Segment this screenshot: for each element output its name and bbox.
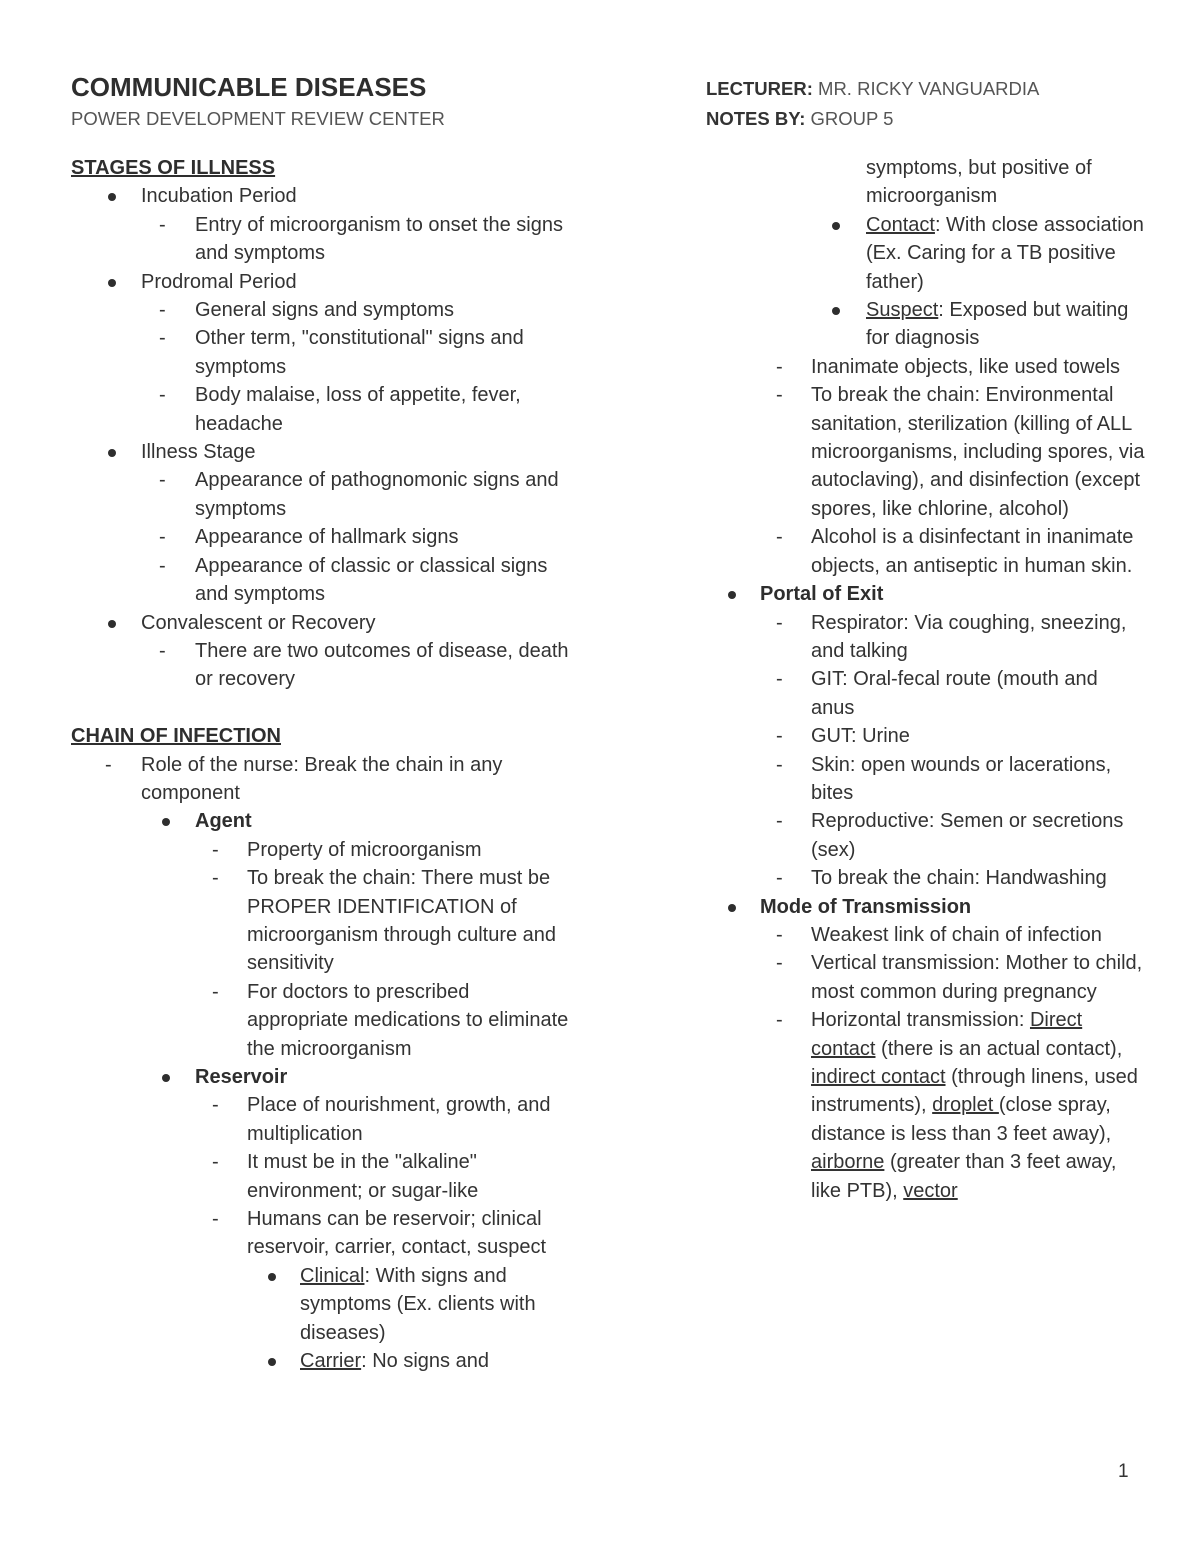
list-item: - Appearance of classic or classical signs and symptoms — [71, 552, 571, 609]
notes-by-value: GROUP 5 — [810, 108, 894, 129]
dash-icon: - — [159, 384, 166, 407]
bullet-icon — [832, 222, 840, 230]
list-item-agent: Agent — [71, 807, 571, 835]
list-item: - Inanimate objects, like used towels — [706, 353, 1146, 381]
list-item: - To break the chain: Handwashing — [706, 864, 1146, 892]
list-item: - GIT: Oral-fecal route (mouth and anus — [706, 665, 1146, 722]
lecturer-label: LECTURER: — [706, 78, 813, 99]
dash-icon: - — [159, 327, 166, 350]
dash-icon: - — [212, 1094, 219, 1117]
bullet-icon — [728, 904, 736, 912]
list-item-contact: Contact: With close association (Ex. Caring for a TB positive father) — [706, 211, 1146, 296]
dash-icon: - — [776, 611, 783, 634]
list-item: - Other term, "constitutional" signs and symptoms — [71, 324, 571, 381]
carrier-desc-part-2: symptoms, but positive of microorganism — [866, 157, 1092, 208]
list-item: Incubation Period — [71, 182, 571, 210]
left-column — [71, 154, 571, 1375]
organization-name: POWER DEVELOPMENT REVIEW CENTER — [71, 108, 445, 129]
dash-icon: - — [776, 668, 783, 691]
list-item: - To break the chain: There must be PROPER IDENTIFICATION of microorganism through culture and sensitivity — [71, 864, 571, 978]
list-item: - General signs and symptoms — [71, 296, 571, 324]
dash-icon: - — [776, 1009, 783, 1032]
list-item: - Appearance of hallmark signs — [71, 523, 571, 551]
section-heading-chain: CHAIN OF INFECTION — [71, 725, 281, 748]
dash-icon: - — [776, 526, 783, 549]
bullet-icon — [108, 620, 116, 628]
list-item: Convalescent or Recovery — [71, 609, 571, 637]
list-item: Illness Stage — [71, 438, 571, 466]
list-item: - Humans can be reservoir; clinical reservoir, carrier, contact, suspect — [71, 1205, 571, 1262]
list-item-continuation — [706, 154, 1146, 211]
page-number: 1 — [1118, 1461, 1129, 1482]
dash-icon: - — [776, 810, 783, 833]
dash-icon: - — [159, 469, 166, 492]
list-item-portal-of-exit: Portal of Exit — [706, 580, 1146, 608]
dash-icon: - — [212, 980, 219, 1003]
list-item: - Place of nourishment, growth, and multiplication — [71, 1091, 571, 1148]
list-item-carrier: Carrier: No signs and — [71, 1347, 571, 1375]
bullet-icon — [162, 1074, 170, 1082]
list-item: - Body malaise, loss of appetite, fever, headache — [71, 381, 571, 438]
dash-icon: - — [776, 384, 783, 407]
list-item: - Reproductive: Semen or secretions (sex) — [706, 807, 1146, 864]
list-item: - Alcohol is a disinfectant in inanimate objects, an antiseptic in human skin. — [706, 523, 1146, 580]
dash-icon: - — [776, 753, 783, 776]
document-title: COMMUNICABLE DISEASES — [71, 72, 427, 102]
dash-icon: - — [776, 355, 783, 378]
carrier-desc-part-1: : No signs and — [361, 1350, 489, 1373]
dash-icon: - — [776, 923, 783, 946]
dash-icon: - — [159, 639, 166, 662]
notes-by-label: NOTES BY: — [706, 108, 806, 129]
list-item-horizontal-transmission: - Horizontal transmission: Direct contact (there is an actual contact), indirect contact (through linens, used instruments), droplet (close spray, distance is less than 3 feet away), airborne (greater than 3 feet away, like PTB), vector — [706, 1006, 1146, 1205]
list-item: - Skin: open wounds or lacerations, bites — [706, 751, 1146, 808]
list-item-reservoir: Reservoir — [71, 1063, 571, 1091]
list-item: - There are two outcomes of disease, death or recovery — [71, 637, 571, 694]
list-item: - Role of the nurse: Break the chain in any component — [71, 751, 571, 808]
dash-icon: - — [105, 753, 112, 776]
list-item: - Weakest link of chain of infection — [706, 921, 1146, 949]
lecturer-name: MR. RICKY VANGUARDIA — [818, 78, 1040, 99]
list-item: - Vertical transmission: Mother to child, most common during pregnancy — [706, 949, 1146, 1006]
list-item-clinical: Clinical: With signs and symptoms (Ex. clients with diseases) — [71, 1262, 571, 1347]
list-item-suspect: Suspect: Exposed but waiting for diagnosis — [706, 296, 1146, 353]
right-column — [706, 154, 1146, 1205]
bullet-icon — [268, 1358, 276, 1366]
dash-icon: - — [159, 213, 166, 236]
dash-icon: - — [212, 1151, 219, 1174]
list-item: - Entry of microorganism to onset the signs and symptoms — [71, 211, 571, 268]
notes-by-line — [706, 108, 893, 130]
bullet-icon — [268, 1273, 276, 1281]
dash-icon: - — [776, 867, 783, 890]
bullet-icon — [108, 279, 116, 287]
dash-icon: - — [159, 554, 166, 577]
list-item-mode-of-transmission: Mode of Transmission — [706, 893, 1146, 921]
list-item: - It must be in the "alkaline" environment; or sugar-like — [71, 1148, 571, 1205]
dash-icon: - — [776, 725, 783, 748]
bullet-icon — [108, 193, 116, 201]
dash-icon: - — [159, 526, 166, 549]
lecturer-line — [706, 78, 1039, 100]
bullet-icon — [162, 818, 170, 826]
list-item: - To break the chain: Environmental sanitation, sterilization (killing of ALL microorganisms, including spores, via autoclaving), and disinfection (except spores, like chlorine, alcohol) — [706, 381, 1146, 523]
list-item: - Property of microorganism — [71, 836, 571, 864]
dash-icon: - — [212, 838, 219, 861]
dash-icon: - — [212, 1208, 219, 1231]
section-heading-stages: STAGES OF ILLNESS — [71, 157, 276, 179]
bullet-icon — [832, 307, 840, 315]
dash-icon: - — [212, 867, 219, 890]
list-item: Prodromal Period — [71, 268, 571, 296]
list-item: - Appearance of pathognomonic signs and symptoms — [71, 466, 571, 523]
spacer — [71, 694, 571, 722]
list-item: - For doctors to prescribed appropriate medications to eliminate the microorganism — [71, 978, 571, 1063]
list-item: - GUT: Urine — [706, 722, 1146, 750]
list-item: - Respirator: Via coughing, sneezing, and talking — [706, 609, 1146, 666]
bullet-icon — [728, 591, 736, 599]
bullet-icon — [108, 449, 116, 457]
dash-icon: - — [159, 299, 166, 322]
dash-icon: - — [776, 952, 783, 975]
